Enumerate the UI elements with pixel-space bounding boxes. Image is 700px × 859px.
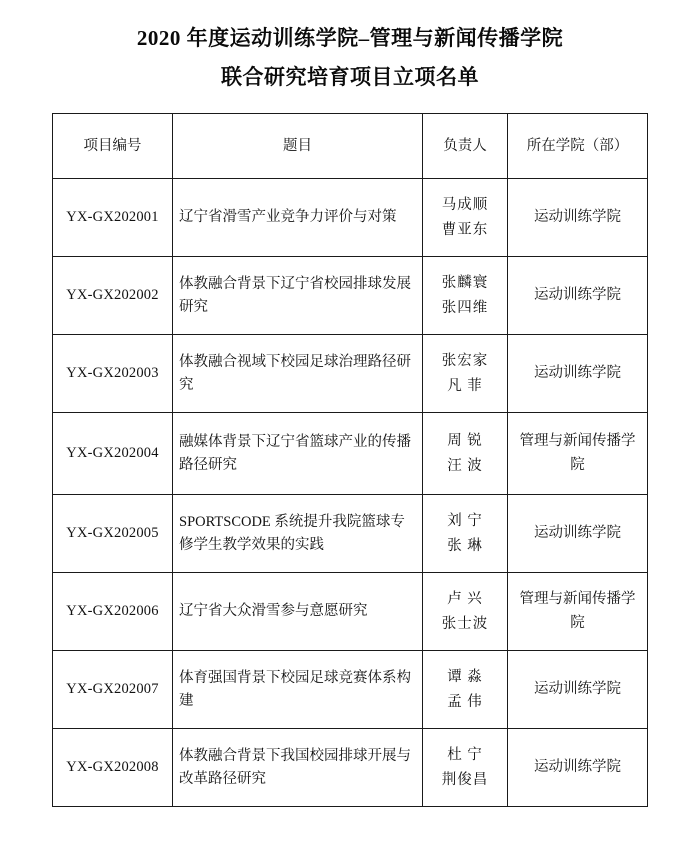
unit-name: 运动训练学院 bbox=[534, 681, 621, 697]
cell-project-code: YX-GX202002 bbox=[53, 257, 173, 335]
cell-project-leader bbox=[423, 257, 508, 335]
unit-name: 运动训练学院 bbox=[534, 525, 621, 541]
column-header-title: 题目 bbox=[173, 114, 423, 179]
cell-project-unit bbox=[508, 495, 648, 573]
cell-project-leader bbox=[423, 573, 508, 651]
leader-name: 荆俊昌 bbox=[441, 771, 489, 788]
cell-project-code: YX-GX202006 bbox=[53, 573, 173, 651]
table-row bbox=[53, 257, 648, 335]
table-body bbox=[53, 179, 648, 807]
leader-name: 张 琳 bbox=[447, 537, 483, 554]
unit-name: 管理与新闻传播学院 bbox=[519, 433, 636, 473]
leader-name: 凡 菲 bbox=[447, 377, 483, 394]
cell-project-code: YX-GX202003 bbox=[53, 335, 173, 413]
leader-name: 张士波 bbox=[441, 615, 489, 632]
cell-project-title: 辽宁省大众滑雪参与意愿研究 bbox=[173, 573, 423, 651]
column-header-unit: 所在学院（部） bbox=[508, 114, 648, 179]
cell-project-title: 体教融合视域下校园足球治理路径研究 bbox=[173, 335, 423, 413]
cell-project-leader bbox=[423, 335, 508, 413]
table-row bbox=[53, 651, 648, 729]
leader-name: 张麟寰 bbox=[441, 274, 489, 291]
table-row bbox=[53, 573, 648, 651]
cell-project-unit bbox=[508, 413, 648, 495]
unit-name: 运动训练学院 bbox=[534, 287, 621, 303]
unit-name: 运动训练学院 bbox=[534, 759, 621, 775]
page-title bbox=[52, 22, 648, 93]
cell-project-unit bbox=[508, 651, 648, 729]
cell-project-code: YX-GX202004 bbox=[53, 413, 173, 495]
leader-name: 谭 淼 bbox=[447, 668, 483, 685]
cell-project-unit bbox=[508, 573, 648, 651]
cell-project-title: 体教融合背景下辽宁省校园排球发展研究 bbox=[173, 257, 423, 335]
leader-name: 卢 兴 bbox=[447, 590, 483, 607]
table-header bbox=[53, 114, 648, 179]
column-header-leader: 负责人 bbox=[423, 114, 508, 179]
cell-project-leader bbox=[423, 729, 508, 807]
cell-project-code: YX-GX202005 bbox=[53, 495, 173, 573]
cell-project-unit bbox=[508, 729, 648, 807]
cell-project-leader bbox=[423, 495, 508, 573]
leader-name: 马成顺 bbox=[441, 196, 489, 213]
cell-project-title: 融媒体背景下辽宁省篮球产业的传播路径研究 bbox=[173, 413, 423, 495]
column-header-code: 项目编号 bbox=[53, 114, 173, 179]
leader-name: 汪 波 bbox=[447, 457, 483, 474]
cell-project-code: YX-GX202007 bbox=[53, 651, 173, 729]
page-title-line-1: 2020 年度运动训练学院–管理与新闻传播学院 bbox=[136, 26, 564, 50]
leader-name: 周 锐 bbox=[447, 432, 483, 449]
table-row bbox=[53, 495, 648, 573]
unit-name: 管理与新闻传播学院 bbox=[519, 591, 636, 631]
table-row bbox=[53, 335, 648, 413]
leader-name: 张四维 bbox=[441, 299, 489, 316]
table-row bbox=[53, 729, 648, 807]
table-row bbox=[53, 413, 648, 495]
unit-name: 运动训练学院 bbox=[534, 209, 621, 225]
cell-project-title: SPORTSCODE 系统提升我院篮球专修学生教学效果的实践 bbox=[173, 495, 423, 573]
cell-project-code: YX-GX202001 bbox=[53, 179, 173, 257]
cell-project-unit bbox=[508, 257, 648, 335]
table-row bbox=[53, 179, 648, 257]
table-header-row bbox=[53, 114, 648, 179]
cell-project-unit bbox=[508, 179, 648, 257]
leader-name: 张宏家 bbox=[441, 352, 489, 369]
cell-project-code: YX-GX202008 bbox=[53, 729, 173, 807]
cell-project-leader bbox=[423, 413, 508, 495]
cell-project-leader bbox=[423, 651, 508, 729]
cell-project-leader bbox=[423, 179, 508, 257]
cell-project-title: 体育强国背景下校园足球竞赛体系构建 bbox=[173, 651, 423, 729]
leader-name: 曹亚东 bbox=[441, 221, 489, 238]
leader-name: 杜 宁 bbox=[447, 746, 483, 763]
leader-name: 刘 宁 bbox=[447, 512, 483, 529]
cell-project-title: 体教融合背景下我国校园排球开展与改革路径研究 bbox=[173, 729, 423, 807]
unit-name: 运动训练学院 bbox=[534, 365, 621, 381]
project-list-table bbox=[52, 113, 648, 807]
page-title-line-2: 联合研究培育项目立项名单 bbox=[221, 64, 479, 89]
cell-project-unit bbox=[508, 335, 648, 413]
leader-name: 孟 伟 bbox=[447, 693, 483, 710]
cell-project-title: 辽宁省滑雪产业竞争力评价与对策 bbox=[173, 179, 423, 257]
